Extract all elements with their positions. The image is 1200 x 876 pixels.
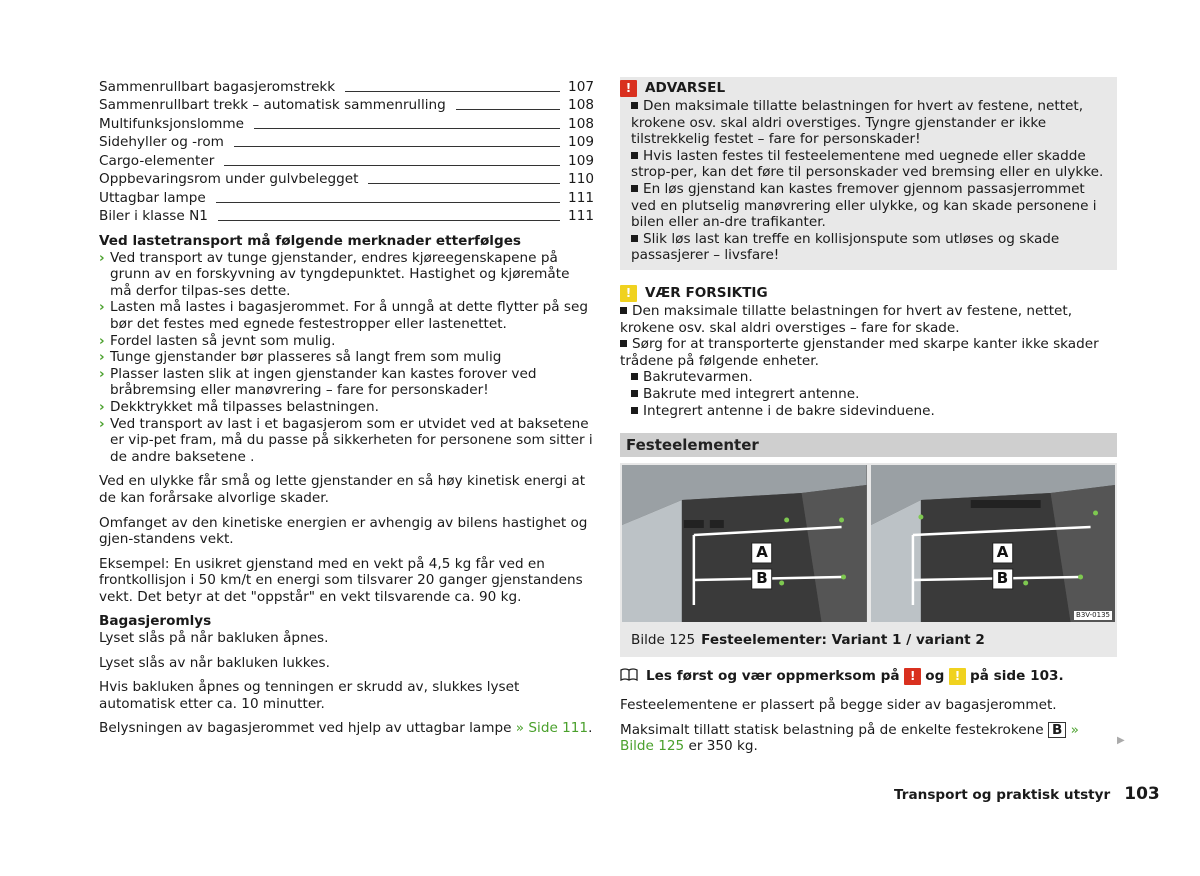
figure-code: B3V-0135 xyxy=(1076,611,1110,620)
list-item: › Plasser lasten slik at ingen gjenstander kan kastes forover ved bråbremsing eller manøvrering – fare for personskader! xyxy=(99,365,537,399)
caution-title: VÆR FORSIKTIG xyxy=(645,285,768,302)
caution-icon: ! xyxy=(620,285,637,302)
toc-row[interactable]: Cargo-elementer 109 xyxy=(99,152,594,169)
toc-row[interactable]: Uttagbar lampe 111 xyxy=(99,189,594,206)
caution-box xyxy=(620,284,1117,419)
label-b: B xyxy=(996,569,1009,588)
toc-row[interactable]: Biler i klasse N1 111 xyxy=(99,208,594,225)
label-a: A xyxy=(996,543,1009,562)
paragraph: Belysningen av bagasjerommet ved hjelp av uttagbar lampe » Side 111. xyxy=(99,720,593,737)
warning-item: Slik løs last kan treffe en kollisjonspute som utløses og skade passasjerer – livsfare! xyxy=(631,230,1060,264)
paragraph: Eksempel: En usikret gjenstand med en vekt på 4,5 kg får ved en frontkollisjon i 50 km/t en energi som tilsvarer 20 ganger gjenstandens vekt. Det betyr at det "oppstår" en vekt tilsvarende ca. 90 kg. xyxy=(99,555,583,605)
toc-row[interactable]: Oppbevaringsrom under gulvbelegget 110 xyxy=(99,171,594,188)
arrow-icon: › xyxy=(99,349,105,366)
table-of-contents xyxy=(99,77,594,225)
square-bullet-icon xyxy=(620,307,627,314)
list-item: › Fordel lasten så jevnt som mulig. xyxy=(99,332,336,349)
toc-row[interactable]: Multifunksjonslomme 108 xyxy=(99,115,594,132)
square-bullet-icon xyxy=(631,407,638,414)
square-bullet-icon xyxy=(631,152,638,159)
square-bullet-icon xyxy=(631,373,638,380)
paragraph: Ved en ulykke får små og lette gjenstander en så høy kinetisk energi at de kan forårsake alvorlige skader. xyxy=(99,473,586,506)
trunk-image-variant-2 xyxy=(871,465,1116,622)
paragraph: Lyset slås av når bakluken lukkes. xyxy=(99,654,330,671)
square-bullet-icon xyxy=(620,340,627,347)
caption-label: Bilde 125 xyxy=(631,632,696,649)
section-title: Festeelementer xyxy=(620,433,1117,457)
ref-box-b: B xyxy=(1048,722,1066,738)
page-link[interactable]: » Side 111 xyxy=(515,720,589,737)
warning-item: En løs gjenstand kan kastes fremover gjennom passasjerrommet ved en plutselig manøvrering eller ulykke, og kan skade personene i bilen eller an-dre trafikanter. xyxy=(631,180,1097,231)
warning-icon: ! xyxy=(904,668,921,685)
warning-icon: ! xyxy=(620,80,637,97)
toc-row[interactable]: Sammenrullbart bagasjeromstrekk 107 xyxy=(99,78,594,95)
caution-subitem: Integrert antenne i de bakre sidevinduene. xyxy=(620,403,1117,420)
figure-caption xyxy=(622,622,1115,649)
label-a: A xyxy=(756,543,768,562)
warning-header xyxy=(620,79,1117,98)
caution-item: Den maksimale tillatte belastningen for hvert av festene, nettet, krokene osv. skal aldri overstiges – fare for skade. xyxy=(620,302,1073,336)
trunk-illustration-2 xyxy=(871,465,1116,622)
figure-images xyxy=(622,465,1115,622)
paragraph: Lyset slås på når bakluken åpnes. xyxy=(99,630,329,647)
transport-list xyxy=(99,250,594,466)
footer-title: Transport og praktisk utstyr xyxy=(894,787,1111,803)
page-number: 103 xyxy=(1124,784,1160,804)
toc-row[interactable]: Sammenrullbart trekk – automatisk sammenrulling 108 xyxy=(99,97,594,114)
list-item: › Ved transport av last i et bagasjerom som er utvidet ved at baksetene er vip-pet fram, må du passe på sikkerheten for personene som sitter i de andre baksetene . xyxy=(99,415,593,465)
arrow-icon: › xyxy=(99,398,105,415)
trunk-illustration-1 xyxy=(622,465,867,622)
caution-subitem: Bakrute med integrert antenne. xyxy=(620,386,1117,403)
list-item: › Tunge gjenstander bør plasseres så langt frem som mulig xyxy=(99,349,502,366)
label-b: B xyxy=(756,569,768,588)
square-bullet-icon xyxy=(631,235,638,242)
square-bullet-icon xyxy=(631,102,638,109)
paragraph: Omfanget av den kinetiske energien er avhengig av bilens hastighet og gjen-standens vekt. xyxy=(99,514,588,548)
book-icon xyxy=(620,668,638,686)
warning-box xyxy=(620,77,1117,270)
light-heading: Bagasjeromlys xyxy=(99,613,212,630)
trunk-image-variant-1 xyxy=(622,465,867,622)
figure-link[interactable]: » Bilde 125 xyxy=(620,721,1079,755)
arrow-icon: › xyxy=(99,365,105,382)
warning-item: Den maksimale tillatte belastningen for hvert av festene, nettet, krokene osv. skal aldri overstiges. Tyngre gjenstander er ikke tilstrekkelig festet – fare for personskader! xyxy=(631,98,1084,148)
warning-title: ADVARSEL xyxy=(645,80,726,97)
transport-heading: Ved lastetransport må følgende merknader etterfølges xyxy=(99,233,522,249)
warning-item: Hvis lasten festes til festeelementene med uegnede eller skadde strop-per, kan det føre til personskader ved bremsing eller en ulykke. xyxy=(631,147,1104,181)
read-first-line: Les først og vær oppmerksom på ! og ! på side 103. xyxy=(620,668,1117,686)
list-item: › Ved transport av tunge gjenstander, endres kjøreegenskapene på grunn av en forskyvning av tyngdepunktet. Hastighet og kjøremåte må derfor tilpas-ses dette. xyxy=(99,249,570,299)
caption-text: Festeelementer: Variant 1 / variant 2 xyxy=(701,632,985,649)
figure xyxy=(620,463,1117,657)
arrow-icon: › xyxy=(99,299,105,316)
arrow-icon: › xyxy=(99,415,105,432)
arrow-icon: › xyxy=(99,249,105,266)
caution-subitem: Bakrutevarmen. xyxy=(620,369,1117,386)
paragraph: Festeelementene er plassert på begge sider av bagasjerommet. xyxy=(620,697,1057,714)
list-item: › Lasten må lastes i bagasjerommet. For å unngå at dette flytter på seg bør det festes med egnede festestropper eller lastenettet. xyxy=(99,299,589,332)
paragraph: Maksimalt tillatt statisk belastning på de enkelte festekrokene B » Bilde 125 er 350 kg. xyxy=(620,721,1079,755)
paragraph: Hvis bakluken åpnes og tenningen er skrudd av, slukkes lyset automatisk etter ca. 10 minutter. xyxy=(99,679,520,712)
caution-icon: ! xyxy=(949,668,966,685)
continue-triangle-icon: ▶ xyxy=(1117,735,1125,746)
caution-item: Sørg for at transporterte gjenstander med skarpe kanter ikke skader trådene på følgende enheter. xyxy=(620,336,1099,369)
square-bullet-icon xyxy=(631,390,638,397)
left-column xyxy=(99,77,594,737)
right-column xyxy=(620,77,1117,755)
page-footer xyxy=(894,786,1160,804)
square-bullet-icon xyxy=(631,185,638,192)
caution-header xyxy=(620,284,1117,303)
toc-row[interactable]: Sidehyller og -rom 109 xyxy=(99,134,594,151)
list-item: › Dekktrykket må tilpasses belastningen. xyxy=(99,398,379,415)
arrow-icon: › xyxy=(99,332,105,349)
